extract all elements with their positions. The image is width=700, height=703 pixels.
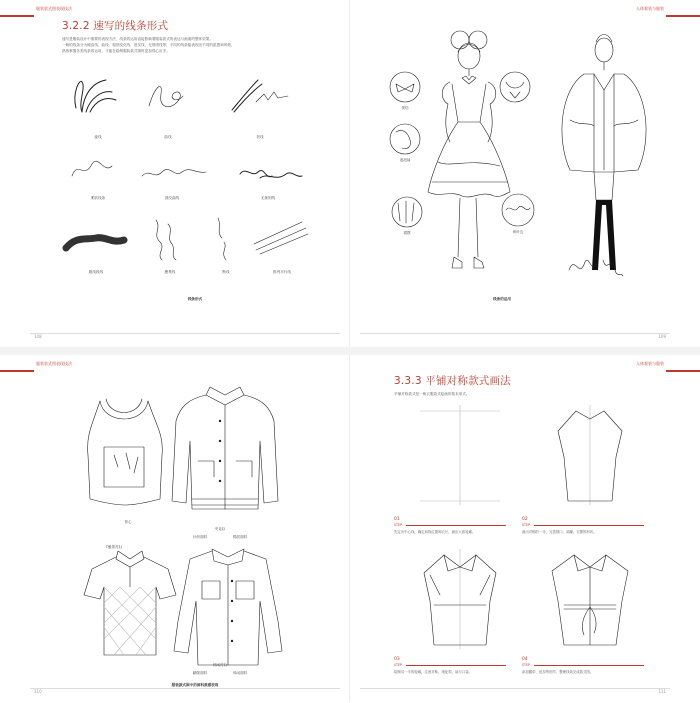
footer-rule — [360, 688, 670, 689]
page-number: 108 — [34, 334, 42, 339]
page-110 — [0, 355, 350, 702]
callout-label: 泡泡袖 — [399, 158, 411, 162]
running-header: 服装款式图表现技法 — [36, 361, 72, 366]
running-header: 服装款式图表现技法 — [36, 6, 72, 11]
section-heading: 速写的线条形式 — [93, 20, 169, 32]
caption-thick: 粗线段线 — [88, 270, 104, 274]
curve-line-sample — [145, 76, 195, 121]
footer-rule — [30, 333, 340, 334]
step-label: STEP — [522, 523, 530, 527]
step-rule — [534, 665, 644, 666]
step-rule — [534, 525, 644, 526]
step-number: 01 — [394, 517, 400, 522]
paragraph-line: 熟练掌握各类线条的运用，才能在绘制服装款式图时更加得心应手。 — [62, 49, 170, 53]
figure-caption: 线条形式 — [187, 297, 203, 301]
varsity-jacket-flat-sketch — [170, 381, 280, 531]
step-number: 04 — [522, 657, 528, 662]
signature — [565, 250, 625, 290]
caption: T恤领衬衫 — [105, 545, 123, 549]
caption: 休闲衬衫 — [212, 663, 228, 667]
callout-collar-detail — [498, 70, 532, 104]
caption: 翻领面料 — [192, 671, 208, 675]
page-111 — [350, 355, 700, 702]
caption: 棉质面料 — [232, 535, 248, 539]
caption: 休闲面料 — [232, 671, 248, 675]
callout-bow-detail — [388, 70, 422, 104]
tank-top-flat-sketch — [80, 395, 170, 515]
lolita-dress-figure-illustration — [410, 22, 540, 292]
paragraph-line: 一般的线条分为硬直线、曲线、粗细变化线、虚实线、无规则线等，不同的线条能表现出不同的质感和风格， — [62, 43, 235, 47]
figure-caption: 服装款式图中的面料质感表现 — [171, 683, 219, 687]
header-bar — [666, 370, 700, 372]
page-109 — [350, 0, 700, 347]
caption: 夹克衫 — [214, 527, 226, 531]
gathered-line-sample — [148, 214, 188, 264]
section-title — [62, 18, 168, 33]
caption-gathered: 聚集线 — [164, 270, 176, 274]
caption-curve: 曲线 — [164, 135, 172, 139]
section-heading: 平铺对称款式画法 — [425, 375, 511, 387]
step-number: 03 — [394, 657, 400, 662]
spread-divider — [0, 347, 700, 355]
intro-paragraph: 平铺对称款式是一般衣服款式绘画的基本形式。 — [394, 392, 470, 396]
callout-ruffle-detail — [500, 192, 536, 228]
caption: 背心 — [124, 520, 132, 524]
parallel-line-sample — [250, 216, 310, 256]
step-01-sketch — [410, 401, 510, 511]
footer-rule — [360, 333, 670, 334]
irregular-line-sample — [236, 158, 306, 188]
caption-parallel: 排列平行线 — [273, 270, 291, 274]
section-title — [394, 373, 511, 388]
zigzag-line-sample — [228, 76, 298, 121]
body-paragraph — [62, 36, 332, 54]
step-02-sketch — [540, 401, 640, 511]
step-rule — [406, 665, 506, 666]
casual-shirt-flat-sketch — [170, 541, 290, 671]
thick-line-sample — [62, 222, 132, 262]
figure-caption: 线条的运用 — [493, 297, 511, 301]
step-rule — [406, 525, 506, 526]
callout-hem-detail — [390, 195, 424, 229]
step-03-sketch — [410, 545, 510, 655]
page-number: 109 — [658, 334, 666, 339]
step-label: STEP — [394, 663, 402, 667]
callout-label: 领结 — [401, 106, 409, 110]
soft-line-sample — [68, 150, 128, 190]
paragraph-line: 速写是服装设计中重要的表现方法，线条的运用直接影响着服装款式的表达与画面的整体效果。 — [62, 37, 213, 41]
callout-label: 荷叶边 — [512, 230, 524, 234]
caption-spiral: 旋线 — [94, 135, 102, 139]
header-bar — [666, 15, 700, 17]
section-number: 3.2.2 — [62, 20, 90, 32]
footer-rule — [30, 688, 340, 689]
step-text: 添加腰带、纽扣等细节，整理线条完成款式图。 — [522, 670, 594, 674]
header-bar — [0, 370, 34, 372]
spiral-line-sample — [68, 72, 128, 122]
caption-wavy: 波纹曲线 — [164, 196, 180, 200]
wavy-line-sample — [140, 158, 210, 188]
caption-zigzag: 折线 — [256, 135, 264, 139]
step-label: STEP — [522, 663, 530, 667]
callout-label: 裙摆 — [403, 231, 411, 235]
callout-sleeve-detail — [388, 122, 422, 156]
caption-irregular: 无规则线 — [260, 196, 276, 200]
broken-line-sample — [210, 214, 240, 264]
step-text: 先定出中心线，确定肩线位置和衣长，画出大致轮廓。 — [394, 530, 476, 534]
step-label: STEP — [394, 523, 402, 527]
page-number: 110 — [34, 689, 42, 694]
page-number: 111 — [658, 689, 666, 694]
section-number: 3.3.3 — [394, 375, 422, 387]
step-text: 绘制另一半的轮廓，注意对称，细化领、袖与口袋。 — [394, 670, 472, 674]
caption: 针织面料 — [192, 535, 208, 539]
step-text: 画出对称的一半，完善领口、袖窿、衣摆的形状。 — [522, 530, 597, 534]
argyle-polo-flat-sketch — [80, 547, 180, 667]
step-04-sketch — [540, 545, 640, 655]
running-header: 人体着装与服装 — [636, 361, 664, 366]
page-108 — [0, 0, 350, 347]
running-header: 人体着装与服装 — [636, 6, 664, 11]
caption-soft: 柔软线条 — [90, 196, 106, 200]
step-number: 02 — [522, 517, 528, 522]
header-bar — [0, 15, 34, 17]
caption-broken: 断线 — [222, 270, 230, 274]
